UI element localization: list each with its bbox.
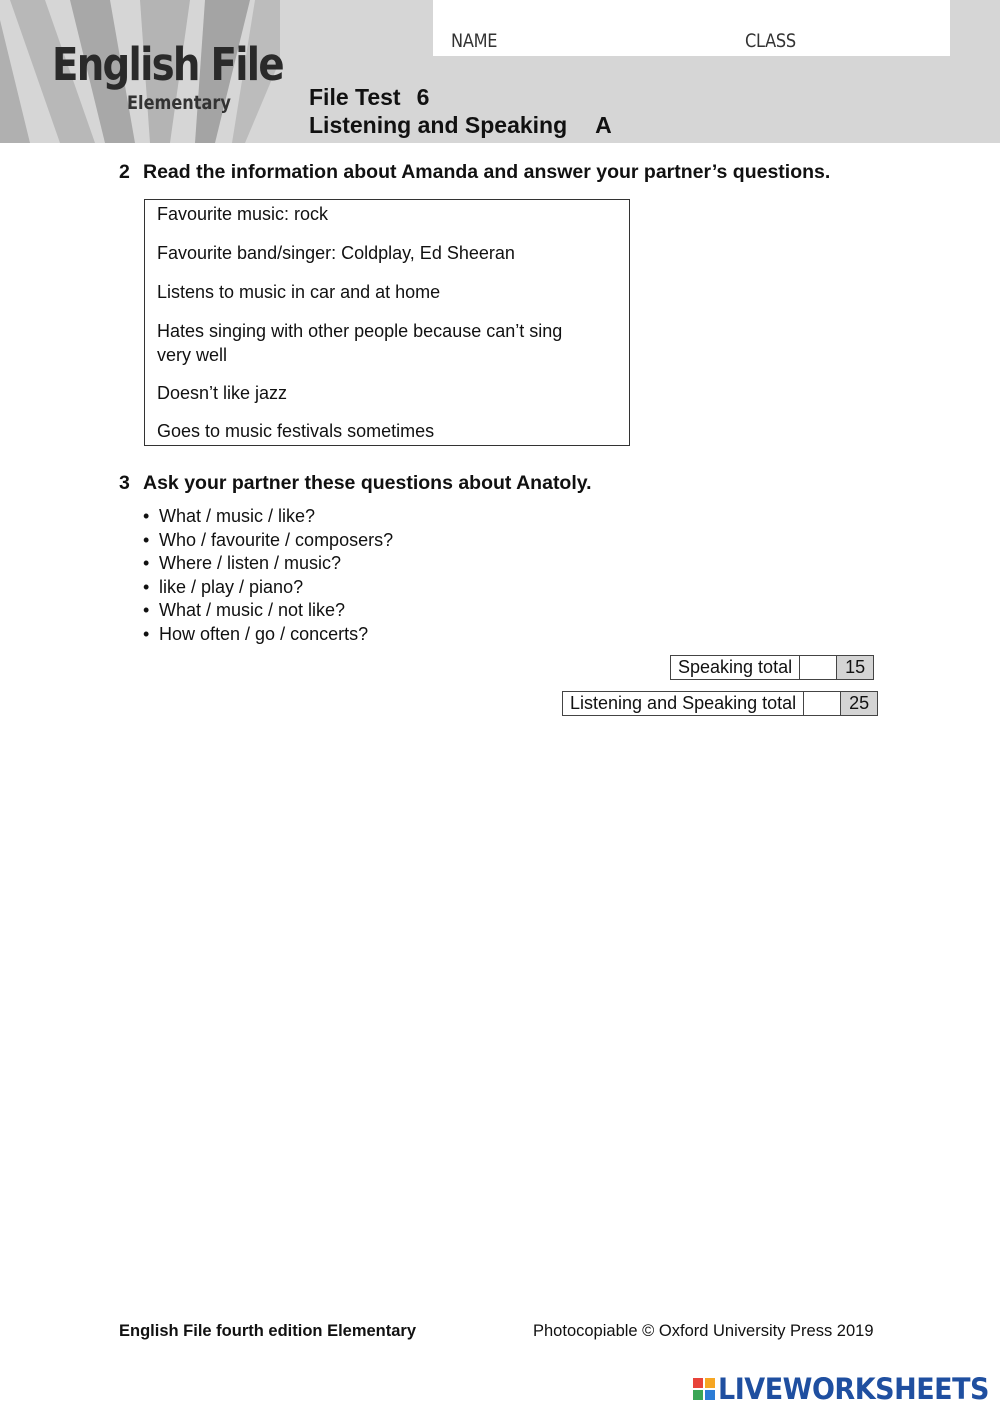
question-list — [143, 505, 393, 647]
list-item — [143, 505, 393, 529]
list-item — [143, 599, 393, 623]
bullet-icon: • — [143, 553, 150, 574]
test-subtitle-label: Listening and Speaking — [309, 112, 568, 138]
overall-max-score: 25 — [840, 691, 878, 716]
info-line: Favourite band/singer: Coldplay, Ed Sheeran — [157, 243, 515, 263]
amanda-info-box — [144, 199, 630, 446]
section-3-instruction: Ask your partner these questions about Anatoly. — [143, 472, 592, 494]
overall-total-label: Listening and Speaking total — [562, 691, 804, 716]
question-text: What / music / like? — [159, 506, 316, 526]
liveworksheets-tiles-icon — [692, 1376, 716, 1402]
section-2-heading — [119, 161, 830, 184]
info-line: Doesn’t like jazz — [157, 383, 288, 403]
bullet-icon: • — [143, 623, 150, 644]
bullet-icon: • — [143, 600, 150, 621]
speaking-score-input[interactable] — [799, 655, 837, 680]
overall-total-row — [563, 691, 878, 716]
list-item — [143, 576, 393, 600]
bullet-icon: • — [143, 506, 150, 526]
test-title — [309, 84, 429, 111]
question-text: like / play / piano? — [159, 576, 304, 597]
overall-score-input[interactable] — [803, 691, 841, 716]
test-subtitle — [309, 112, 612, 139]
section-3-number: 3 — [119, 472, 130, 494]
question-text: How often / go / concerts? — [159, 623, 369, 644]
speaking-max-score: 15 — [836, 655, 874, 680]
footer-edition: English File fourth edition Elementary — [119, 1322, 417, 1340]
info-line: Favourite music: rock — [157, 204, 329, 224]
brand-logo-text: English File — [52, 38, 283, 91]
list-item — [143, 529, 393, 553]
test-number: 6 — [416, 84, 430, 110]
brand-level: Elementary — [127, 92, 231, 114]
name-class-field[interactable] — [433, 0, 950, 56]
section-2-instruction: Read the information about Amanda and answer your partner’s questions. — [143, 161, 831, 183]
bullet-icon: • — [143, 529, 150, 550]
name-label: NAME — [451, 30, 498, 52]
section-3-heading — [119, 472, 592, 495]
speaking-total-label: Speaking total — [670, 655, 800, 680]
info-line: Goes to music festivals sometimes — [157, 421, 435, 441]
info-line: Hates singing with other people because can’t sing very well — [157, 321, 563, 365]
section-2-number: 2 — [119, 161, 130, 183]
liveworksheets-logo[interactable] — [692, 1372, 1000, 1406]
class-label: CLASS — [745, 30, 796, 52]
speaking-total-row — [671, 655, 874, 680]
liveworksheets-text: LIVEWORKSHEETS — [718, 1372, 990, 1406]
list-item — [143, 552, 393, 576]
test-version: A — [595, 112, 612, 138]
footer-copyright: Photocopiable © Oxford University Press 2019 — [533, 1322, 874, 1340]
question-text: Who / favourite / composers? — [159, 529, 394, 550]
bullet-icon: • — [143, 576, 150, 597]
question-text: What / music / not like? — [159, 600, 346, 621]
question-text: Where / listen / music? — [159, 553, 342, 574]
test-title-label: File Test — [309, 84, 401, 110]
page-header — [0, 0, 1000, 143]
info-line: Listens to music in car and at home — [157, 282, 441, 302]
list-item — [143, 623, 393, 647]
